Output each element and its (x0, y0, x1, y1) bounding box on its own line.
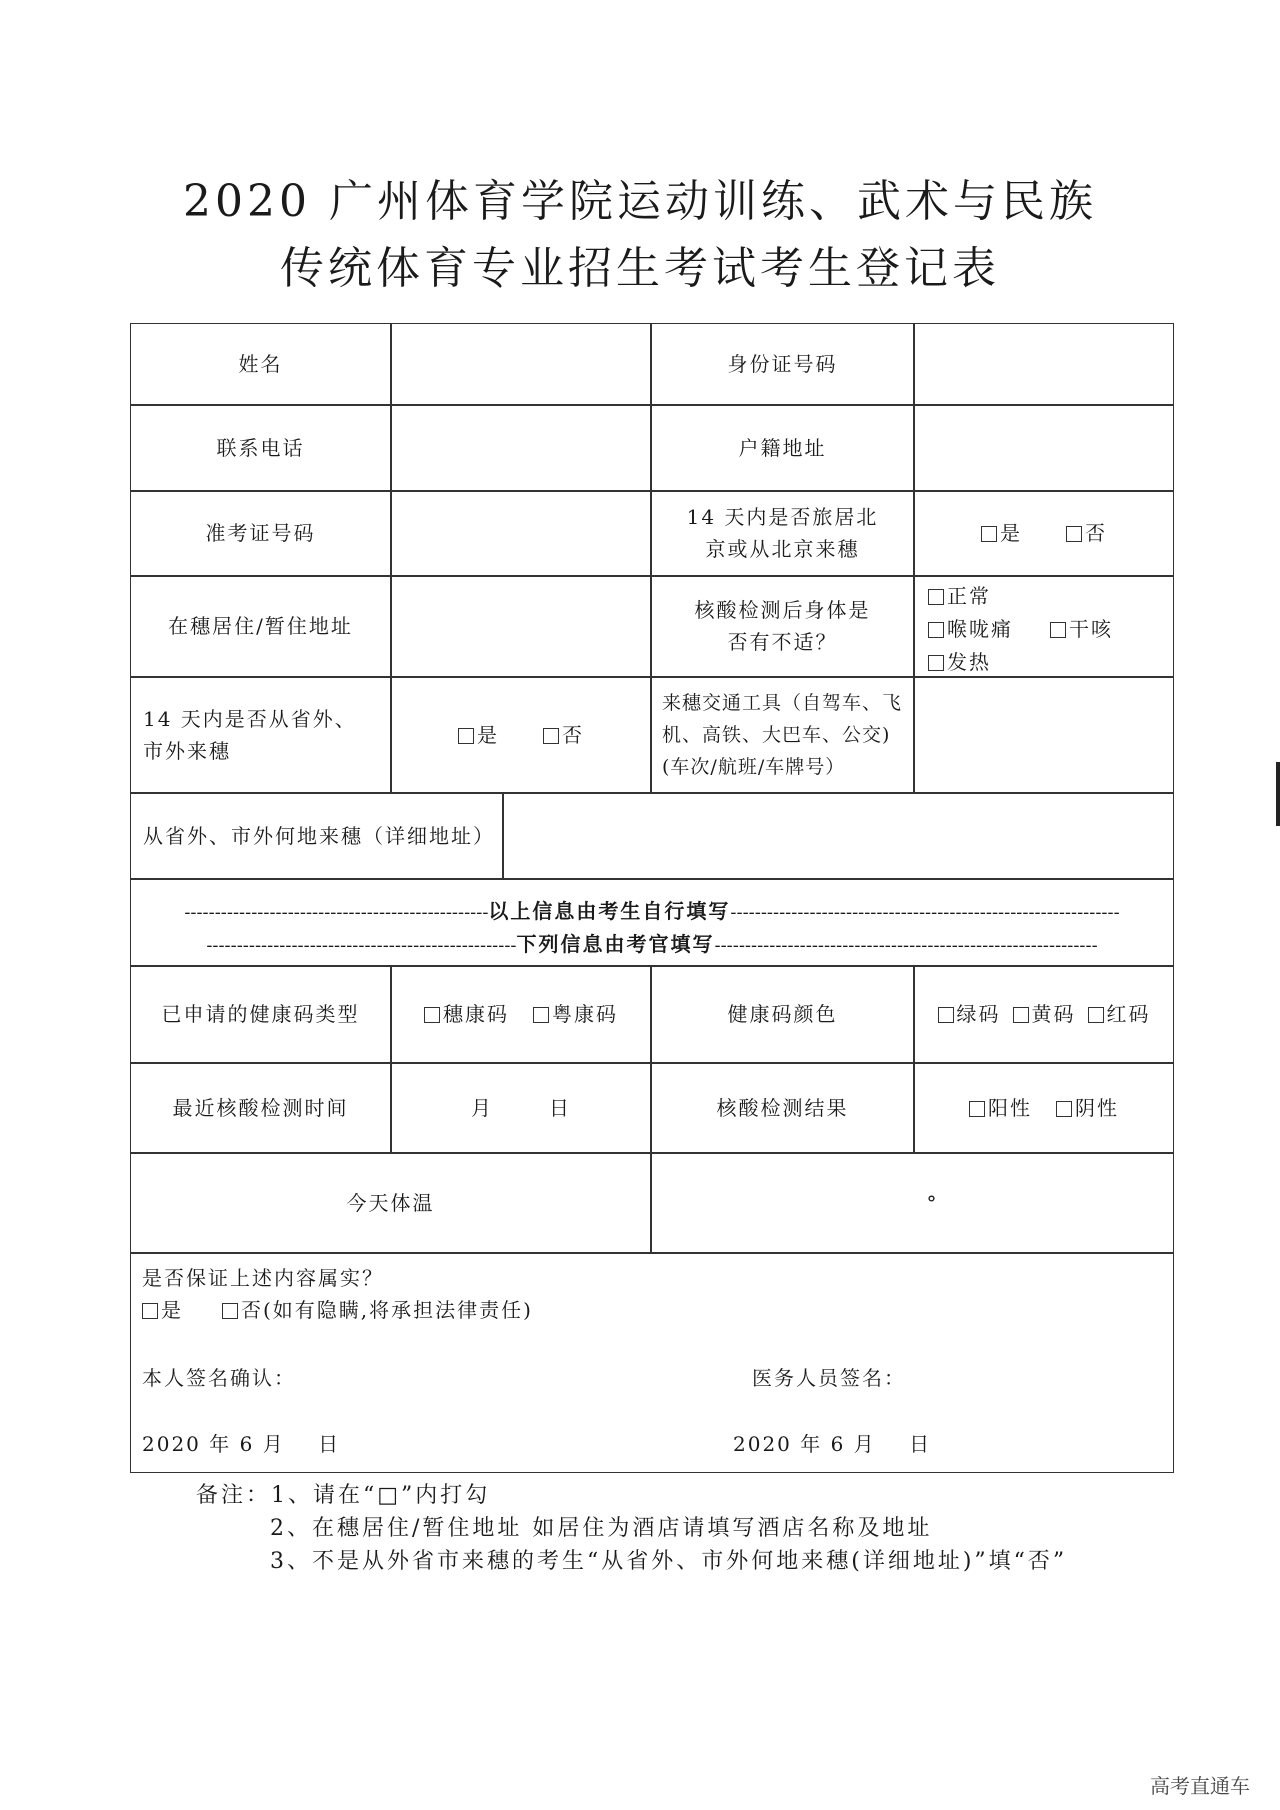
phone-label: 联系电话 (216, 435, 305, 460)
pledge-no-option[interactable]: 否(如有隐瞒,将承担法律责任) (222, 1294, 533, 1323)
checkbox[interactable] (543, 728, 559, 744)
health-code-type-options (392, 966, 650, 1062)
origin-address-label: 从省外、市外何地来穗（详细地址） (143, 823, 495, 848)
degree-symbol: ° (926, 1190, 939, 1215)
form-title-line2: 传统体育专业招生考试考生登记表 (280, 243, 1000, 294)
throat-option[interactable]: 喉咙痛 (928, 613, 1013, 642)
month-unit: 月 (471, 1095, 493, 1120)
test-result-options (915, 1063, 1173, 1152)
origin-address-input-cell[interactable] (504, 793, 1173, 878)
yellow-code-option[interactable]: 黄码 (1013, 998, 1076, 1030)
health-code-color-label: 健康码颜色 (727, 1002, 838, 1026)
health-code-color-options (915, 966, 1173, 1062)
note-3: 3、不是从外省市来穗的考生“从省外、市外何地来穗(详细地址)”填“否” (270, 1549, 1068, 1574)
id-number-input-cell[interactable] (915, 324, 1173, 404)
id-number-label: 身份证号码 (727, 352, 838, 376)
self-sign-date: 2020 年 6 月 日 (142, 1432, 341, 1456)
checkbox[interactable] (969, 1101, 985, 1117)
household-address-input-cell[interactable] (915, 405, 1173, 490)
row-divider (130, 1252, 1174, 1254)
red-code-option[interactable]: 红码 (1088, 998, 1151, 1030)
cough-option[interactable]: 干咳 (1050, 613, 1113, 642)
pledge-yes-option[interactable]: 是 (142, 1294, 183, 1323)
outside-yes-option[interactable]: 是 (458, 719, 499, 751)
green-code-option[interactable]: 绿码 (938, 998, 1001, 1030)
outside-travel-options (392, 677, 650, 792)
checkbox[interactable] (928, 655, 944, 671)
checkbox[interactable] (458, 728, 474, 744)
checkbox[interactable] (424, 1007, 440, 1023)
name-label: 姓名 (238, 352, 283, 376)
checkbox[interactable] (1056, 1101, 1072, 1117)
row-divider (130, 878, 1174, 880)
checkbox[interactable] (533, 1007, 549, 1023)
note-2: 2、在穗居住/暂住地址 如居住为酒店请填写酒店名称及地址 (270, 1516, 933, 1541)
checkbox[interactable] (1088, 1007, 1104, 1023)
phone-input-cell[interactable] (392, 405, 650, 490)
checkbox[interactable] (1013, 1007, 1029, 1023)
beijing-travel-options (915, 491, 1173, 575)
local-address-input-cell[interactable] (392, 576, 650, 676)
outside-travel-label: 14 天内是否从省外、市外来穗 (143, 706, 357, 763)
checkbox[interactable] (222, 1303, 238, 1319)
checkbox[interactable] (1066, 526, 1082, 542)
outside-no-option[interactable]: 否 (543, 719, 584, 751)
yue-code-option[interactable]: 粤康码 (533, 998, 618, 1030)
test-time-label: 最近核酸检测时间 (172, 1095, 349, 1120)
temperature-label: 今天体温 (346, 1190, 435, 1215)
examiner-fill-divider: ---------------------------------------------------下列信息由考官填写--------------------------------------------------------------- (206, 932, 1098, 956)
checkbox[interactable] (981, 526, 997, 542)
discomfort-label: 核酸检测后身体是否有不适？ (694, 598, 871, 654)
sui-code-option[interactable]: 穗康码 (424, 998, 509, 1030)
day-unit: 日 (549, 1095, 571, 1120)
form-title-line1: 2020 广州体育学院运动训练、武术与民族 (183, 176, 1097, 227)
local-address-label: 在穗居住/暂住地址 (168, 614, 353, 638)
checkbox[interactable] (938, 1007, 954, 1023)
pledge-question: 是否保证上述内容属实？ (142, 1266, 384, 1290)
beijing-yes-option[interactable]: 是 (981, 517, 1022, 549)
fever-option[interactable]: 发热 (928, 646, 991, 675)
self-signature-label: 本人签名确认： (142, 1366, 296, 1390)
test-result-label: 核酸检测结果 (716, 1095, 849, 1120)
transport-label: 来穗交通工具（自驾车、飞机、高铁、大巴车、公交)(车次/航班/车牌号） (662, 691, 903, 778)
negative-option[interactable]: 阴性 (1056, 1092, 1119, 1124)
self-fill-divider: --------------------------------------------------以上信息由考生自行填写---------------------------------------------------------------- (184, 899, 1120, 923)
positive-option[interactable]: 阳性 (969, 1092, 1032, 1124)
page-edge-mark (1276, 762, 1280, 826)
medical-signature-label: 医务人员签名： (752, 1366, 906, 1390)
beijing-travel-label: 14 天内是否旅居北京或从北京来穗 (686, 505, 879, 561)
temperature-input-cell[interactable] (652, 1153, 1173, 1252)
watermark: 高考直通车 (1150, 1774, 1250, 1798)
transport-input-cell[interactable] (915, 677, 1173, 792)
checkbox[interactable] (1050, 622, 1066, 638)
medical-sign-date: 2020 年 6 月 日 (733, 1432, 932, 1456)
name-input-cell[interactable] (392, 324, 650, 404)
household-address-label: 户籍地址 (738, 435, 827, 460)
checkbox[interactable] (928, 589, 944, 605)
test-time-input-cell[interactable] (392, 1063, 650, 1152)
beijing-no-option[interactable]: 否 (1066, 517, 1107, 549)
note-1: 备注：1、请在“□”内打勾 (196, 1483, 491, 1508)
health-code-type-label: 已申请的健康码类型 (161, 1002, 360, 1026)
normal-option[interactable]: 正常 (928, 580, 991, 609)
checkbox[interactable] (142, 1303, 158, 1319)
checkbox[interactable] (928, 622, 944, 638)
ticket-number-label: 准考证号码 (205, 521, 316, 545)
ticket-number-input-cell[interactable] (392, 491, 650, 575)
